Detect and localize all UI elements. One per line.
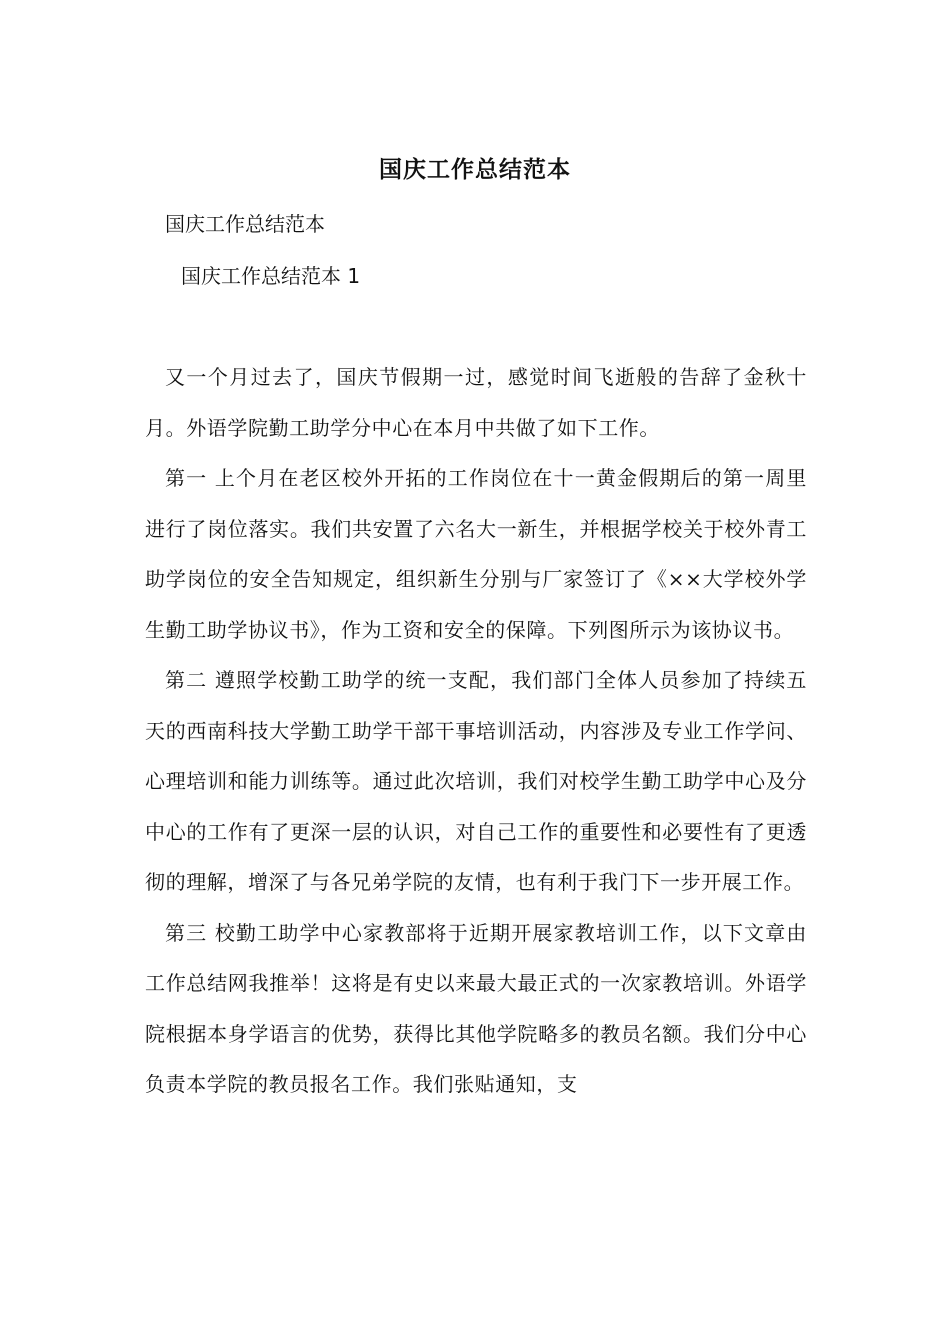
section-heading: 国庆工作总结范本 1 (181, 264, 361, 288)
paragraph-second: 第二 遵照学校勤工助学的统一支配，我们部门全体人员参加了持续五天的西南科技大学勤工助学干部干事培训活动，内容涉及专业工作学问、心理培训和能力训练等。通过此次培训，我们对校学生勤工助学中心及分中心的工作有了更深一层的认识，对自己工作的重要性和必要性有了更透彻的理解，增深了与各兄弟学院的友情，也有利于我门下一步开展工作。 (145, 668, 807, 894)
paragraph-first: 第一 上个月在老区校外开拓的工作岗位在十一黄金假期后的第一周里进行了岗位落实。我们共安置了六名大一新生，并根据学校关于校外青工助学岗位的安全告知规定，组织新生分别与厂家签订了《××大学校外学生勤工助学协议书》，作为工资和安全的保障。下列图所示为该协议书。 (145, 466, 807, 642)
document-title: 国庆工作总结范本 (379, 156, 571, 183)
document-subtitle: 国庆工作总结范本 (165, 212, 325, 236)
document-body (145, 352, 807, 1110)
paragraph-third: 第三 校勤工助学中心家教部将于近期开展家教培训工作，以下文章由工作总结网我推举！这将是有史以来最大最正式的一次家教培训。外语学院根据本身学语言的优势，获得比其他学院略多的教员名额。我们分中心负责本学院的教员报名工作。我们张贴通知，支 (145, 920, 807, 1096)
paragraph-intro: 又一个月过去了，国庆节假期一过，感觉时间飞逝般的告辞了金秋十月。外语学院勤工助学分中心在本月中共做了如下工作。 (145, 365, 807, 440)
